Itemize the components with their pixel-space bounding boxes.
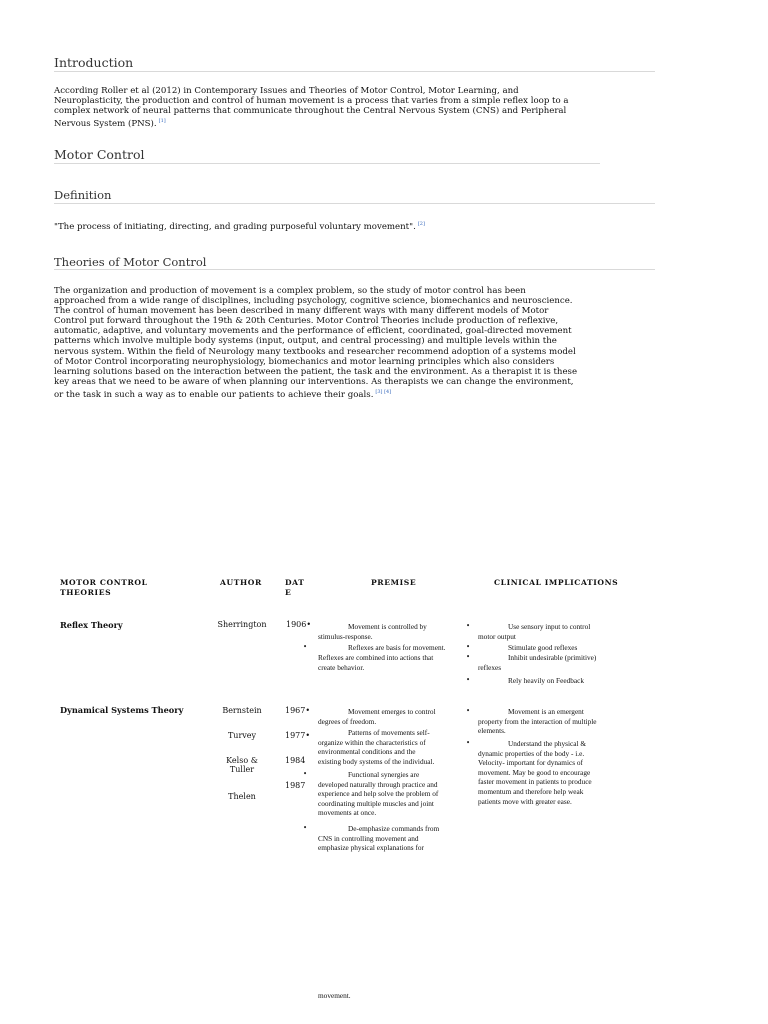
bullet: • (466, 707, 471, 715)
dynamical-date-3: 1984 (285, 756, 306, 765)
motor-control-heading: Motor Control (54, 147, 145, 162)
dynamical-date-1: 1967• (285, 706, 311, 715)
reflex-clinical-3: Inhibit undesirable (primitive) reflexes (478, 653, 597, 672)
theories-ref-links[interactable]: [3] [4] (375, 388, 392, 395)
reflex-clinical-4: Rely heavily on Feedback (508, 676, 584, 685)
reflex-clinical-1: Use sensory input to control motor output (478, 622, 591, 641)
dynamical-author-4: Thelen (228, 792, 256, 801)
intro-heading: Introduction (54, 55, 134, 70)
bullet: • (466, 653, 471, 661)
bullet: • (466, 622, 471, 630)
dynamical-premise-tail: movement. (318, 991, 351, 1000)
header-theories: MOTOR CONTROL THEORIES (60, 578, 148, 597)
dynamical-author-3: Kelso & Tuller (226, 756, 258, 774)
reflex-premise-3: Reflexes are combined into actions that create behavior. (318, 653, 434, 672)
bullet: • (303, 770, 308, 778)
bullet: • (466, 739, 471, 747)
header-author: AUTHOR (220, 578, 262, 587)
bullet: • (303, 643, 308, 651)
reflex-premise-1: Movement is controlled by stimulus-response. (318, 622, 427, 641)
theories-paragraph (54, 286, 624, 400)
reflex-date: 1906• (286, 620, 312, 629)
reflex-clinical-2: Stimulate good reflexes (508, 643, 578, 652)
bullet: • (466, 676, 471, 684)
header-date: DAT E (285, 578, 305, 597)
dynamical-premise-3: Functional synergies are developed naturally through practice and experience and help solve the problem of coordinating multiple muscles and joint movements at once. (318, 770, 439, 818)
bullet: • (466, 643, 471, 651)
intro-paragraph (54, 86, 614, 129)
dynamical-clinical-1: Movement is an emergent property from the interaction of multiple elements. (478, 707, 597, 736)
definition-rule (54, 203, 655, 204)
definition-text: "The process of initiating, directing, and grading purposeful voluntary movement". (54, 221, 416, 232)
intro-ref-link[interactable]: [1] (158, 118, 166, 125)
reflex-author: Sherrington (217, 620, 267, 629)
header-clinical: CLINICAL IMPLICATIONS (494, 578, 619, 587)
motor-control-rule (54, 163, 600, 164)
definition-ref-link[interactable]: [2] (417, 221, 425, 227)
dynamical-premise-4: De-emphasize commands from CNS in controlling movement and emphasize physical explanations for (318, 824, 440, 853)
dynamical-author-2: Turvey (227, 731, 257, 740)
dynamical-premise-2: Patterns of movements self- organize within the characteristics of environmental conditions and the existing body systems of the individual. (318, 728, 435, 766)
definition-heading: Definition (54, 188, 112, 202)
bullet: • (303, 824, 308, 832)
reflex-premise-2: Reflexes are basis for movement. (348, 643, 446, 652)
theories-rule (54, 269, 655, 270)
theories-text: The organization and production of movement is a complex problem, so the study of motor control has been approached from a wide range of disciplines, including psychology, cognitive science, biomechanics and neuroscience. The control of human movement has been described in many different ways with many different models of Motor Control put forward throughout the 19th & 20th Centuries. Motor Control Theories include production of reflexive, automatic, adaptive, and voluntary movements and the performance of efficient, coordinated, goal-directed movement patterns which involve multiple body systems (input, output, and central processing) and multiple levels within the nervous system. Within the field of Neurology many textbooks and researcher recommend adoption of a systems model of Motor Control incorporating neurophysiology, biomechanics and motor learning principles which also considers learning solutions based on the interaction between the patient, the task and the environment. As a therapist it is these key areas that we need to be aware of when planning our interventions. As therapists we can change the environment, or the task in such a way as to enable our patients to achieve their goals. (54, 286, 578, 400)
dynamical-clinical-2: Understand the physical & dynamic properties of the body - i.e. Velocity- important for dynamics of movement. May be good to encourage faster movement in patients to produce momentum and therefore help weak patients move with greater ease. (478, 739, 592, 806)
header-premise: PREMISE (371, 578, 417, 587)
theories-heading: Theories of Motor Control (54, 255, 207, 269)
reflex-theory-name: Reflex Theory (60, 620, 123, 630)
dynamical-date-2: 1977• (285, 731, 311, 740)
dynamical-theory-name: Dynamical Systems Theory (60, 705, 184, 715)
dynamical-premise-1: Movement emerges to control degrees of freedom. (318, 707, 436, 726)
intro-rule (54, 71, 655, 72)
definition-quote (54, 219, 425, 232)
dynamical-date-4: 1987 (285, 781, 306, 790)
intro-text: According Roller et al (2012) in Contemporary Issues and Theories of Motor Control, Motor Learning, and Neuroplasticity, the production and control of human movement is a process that varies from a simple reflex loop to a complex network of neural patterns that communicate throughout the Central Nervous System (CNS) and Peripheral Nervous System (PNS). (54, 86, 569, 130)
dynamical-author-1: Bernstein (222, 706, 262, 715)
